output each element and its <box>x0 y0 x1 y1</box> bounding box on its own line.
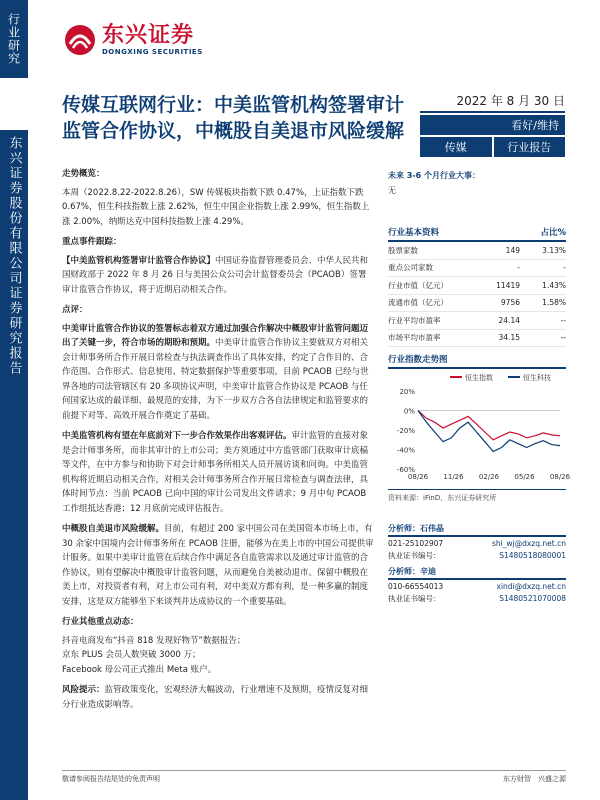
analyst-name-row: 分析师： 石伟晶 <box>388 521 566 537</box>
news-item: Facebook 母公司正式推出 Meta 账户。 <box>62 664 217 675</box>
paragraph-text: 目前，有超过 200 家中国公司在美国资本市场上市，有 30 余家中国境内会计师事务所在 PCAOB 注册，能够为在美上市的中国公司提供审计服务。如果中美审计监管在后续合作中满足各自监管需求以及通过审计监管的合作协议，则有望解决中概股审计监管问题，从而避免自美被动退市。保留中概股在美上市，对投资者有利，对上市公司有利，对中美双方都有利，是一种多赢的制度安排，这是双方能够坐下来谈判并达成协议的一个重要基础。 <box>62 524 374 607</box>
paragraph-lead: 中美审计监管合作协议的签署标志着双方通过加强合作解决中概股审计监管问题迈出了关键一步，符合市场的期盼和预期。 <box>62 323 369 348</box>
footer-divider <box>62 770 566 771</box>
analyst-contact: 010-66554013 xindi@dxzq.net.cn <box>388 581 566 591</box>
section-title: 重点事件跟踪： <box>62 237 122 247</box>
events-value: 无 <box>388 186 396 195</box>
logo-cn: 东兴证券 <box>102 23 195 48</box>
paragraph <box>62 322 374 424</box>
right-panel <box>388 170 571 605</box>
main-body <box>62 167 374 718</box>
x-tick-label: 11/26 <box>443 473 464 481</box>
y-tick-label: 0% <box>403 407 415 416</box>
paragraph-text: 中美审计监管合作协议主要就双方对相关会计师事务所合作开展日常检查与执法调查作出了具体安排，约定了合作目的、合作范围、合作形式、信息使用、特定数据保护等重要事项。目前 PCAOB 已经与世界各地的司法管辖区有 20 多项协议声明，中美审计监管合作协议是 PCAOB 与任何国家达成的最详细、最规范的安排，为下一步双方合各自法律规定和监管要求的前提下对等、高效开展合作奠定了基础。 <box>62 338 369 421</box>
paragraph <box>62 429 374 516</box>
paragraph-text: 中国证券监督管理委员会、中华人民共和国财政部于 2022 年 8 月 26 日与美国公众公司会计监督委员会（PCAOB）签署审计监管合作协议，将于近期启动相关合作。 <box>62 255 369 295</box>
paragraph-lead: 中美监管机构有望在年底前对下一步合作效果作出客观评估。 <box>62 431 292 441</box>
sidebar-category: 行业研究 <box>0 0 28 78</box>
y-tick-label: -60% <box>396 466 415 474</box>
paragraph-lead: 中概股自美退市风险缓解。 <box>62 524 165 534</box>
y-tick-label: 20% <box>399 388 415 396</box>
paragraph: 本周（2022.8.22-2022.8.26），SW 传媒板块指数下跌 0.47%，上证指数下跌 0.67%，恒生科技指数上涨 2.62%，恒生中国企业指数上涨 2.99%，恒生指数上涨 2.00%，纳斯达克中国科技指数上涨 4.29%。 <box>62 187 370 227</box>
index-trend-chart <box>388 369 571 485</box>
report-date: 2022 年 8 月 30 日 <box>420 92 565 113</box>
report-meta <box>420 92 565 157</box>
events-title: 未来 3-6 个月行业大事： <box>388 171 481 180</box>
report-title: 传媒互联网行业：中美监管机构签署审计监管合作协议，中概股自美退市风险缓解 <box>62 94 405 142</box>
y-tick-label: -20% <box>396 427 415 435</box>
paragraph <box>62 254 374 298</box>
analyst-cert: 执业证书编号： S1480521070008 <box>388 594 566 604</box>
paragraph <box>62 683 374 712</box>
analyst-email[interactable]: xindi@dxzq.net.cn <box>496 581 566 591</box>
series-line <box>418 411 560 440</box>
x-tick-label: 08/26 <box>407 473 429 481</box>
analyst-name: 石伟晶 <box>420 523 444 533</box>
legend-label: 恒生科技 <box>523 374 551 382</box>
rating-badge: 看好/维持 <box>420 115 565 135</box>
logo-en: DONGXING SECURITIES <box>102 48 203 56</box>
analyst-email[interactable]: shi_wj@dxzq.net.cn <box>491 538 566 548</box>
section-title: 走势概览： <box>62 169 105 179</box>
table-share-header: 占比% <box>540 228 566 238</box>
section-title: 行业其他重点动态： <box>62 617 139 627</box>
tag-industry: 传媒 <box>420 137 492 157</box>
legend-label: 恒生指数 <box>465 374 493 382</box>
series-line <box>418 411 560 452</box>
section-title: 点评： <box>62 305 88 315</box>
logo-mark-icon <box>64 24 96 56</box>
company-logo <box>64 24 203 56</box>
footer-disclaimer: 敬请参阅报告结尾处的免责声明 <box>62 775 160 783</box>
analyst-name: 辛迪 <box>420 566 436 576</box>
table-row: 行业平均市盈率 24.14 -- <box>388 312 566 330</box>
news-item: 京东 PLUS 会员人数突破 3000 万； <box>62 650 201 660</box>
analyst-contact: 021-25102907 shi_wj@dxzq.net.cn <box>388 538 566 548</box>
table-title: 行业基本资料 <box>388 228 440 238</box>
table-row: 股票家数 149 3.13% <box>388 242 566 260</box>
paragraph <box>62 522 374 609</box>
analyst-cert: 执业证书编号： S1480518080001 <box>388 551 566 561</box>
risk-title: 风险提示： <box>62 685 105 695</box>
paragraph-lead: 【中美监管机构签署审计监管合作协议】 <box>62 255 216 266</box>
analyst-name-row: 分析师： 辛迪 <box>388 564 566 580</box>
table-row: 市场平均市盈率 34.15 -- <box>388 330 566 348</box>
table-row: 行业市值（亿元） 11419 1.43% <box>388 277 566 295</box>
chart-source: 资料来源：iFinD，东兴证券研究所 <box>388 489 566 503</box>
risk-text: 监管政策变化，宏观经济大幅波动，行业增速不及预期，疫情反复对细分行业造成影响等。 <box>62 685 369 710</box>
x-tick-label: 08/26 <box>549 473 571 481</box>
table-header <box>388 226 566 242</box>
x-tick-label: 05/26 <box>514 473 535 481</box>
sidebar-company: 东兴证券股份有限公司证券研究报告 <box>0 130 28 800</box>
footer-slogan: 东方财智 兴盛之源 <box>503 775 566 783</box>
chart-title: 行业指数走势图 <box>388 353 566 369</box>
paragraph-text: 审计监管的直接对象是会计师事务所，而非其审计的上市公司；美方须通过中方监管部门获取审计底稿等文件，在中方参与和协助下对会计师事务所相关人员开展访谈和问询。中美监管机构将近期启动相关合作，对相关会计师事务所合作开展日常检查与调查法律，具体时间节点：当前 PCAOB 已向中国的审计公司发出文件请求；9 月中旬 PCAOB 工作组抵达香港；12 月底前完成评估报告。 <box>62 431 369 514</box>
analyst-block <box>388 521 566 605</box>
news-item: 抖音电商发布“抖音 818 发现好物节”数据报告； <box>62 635 246 646</box>
y-tick-label: -40% <box>396 446 415 455</box>
industry-table <box>388 242 566 347</box>
sidebar-gap <box>0 78 28 130</box>
x-tick-label: 02/26 <box>478 473 500 481</box>
table-row: 重点公司家数 - - <box>388 260 566 278</box>
table-row: 流通市值（亿元） 9756 1.58% <box>388 295 566 313</box>
tag-report-type: 行业报告 <box>494 137 566 157</box>
